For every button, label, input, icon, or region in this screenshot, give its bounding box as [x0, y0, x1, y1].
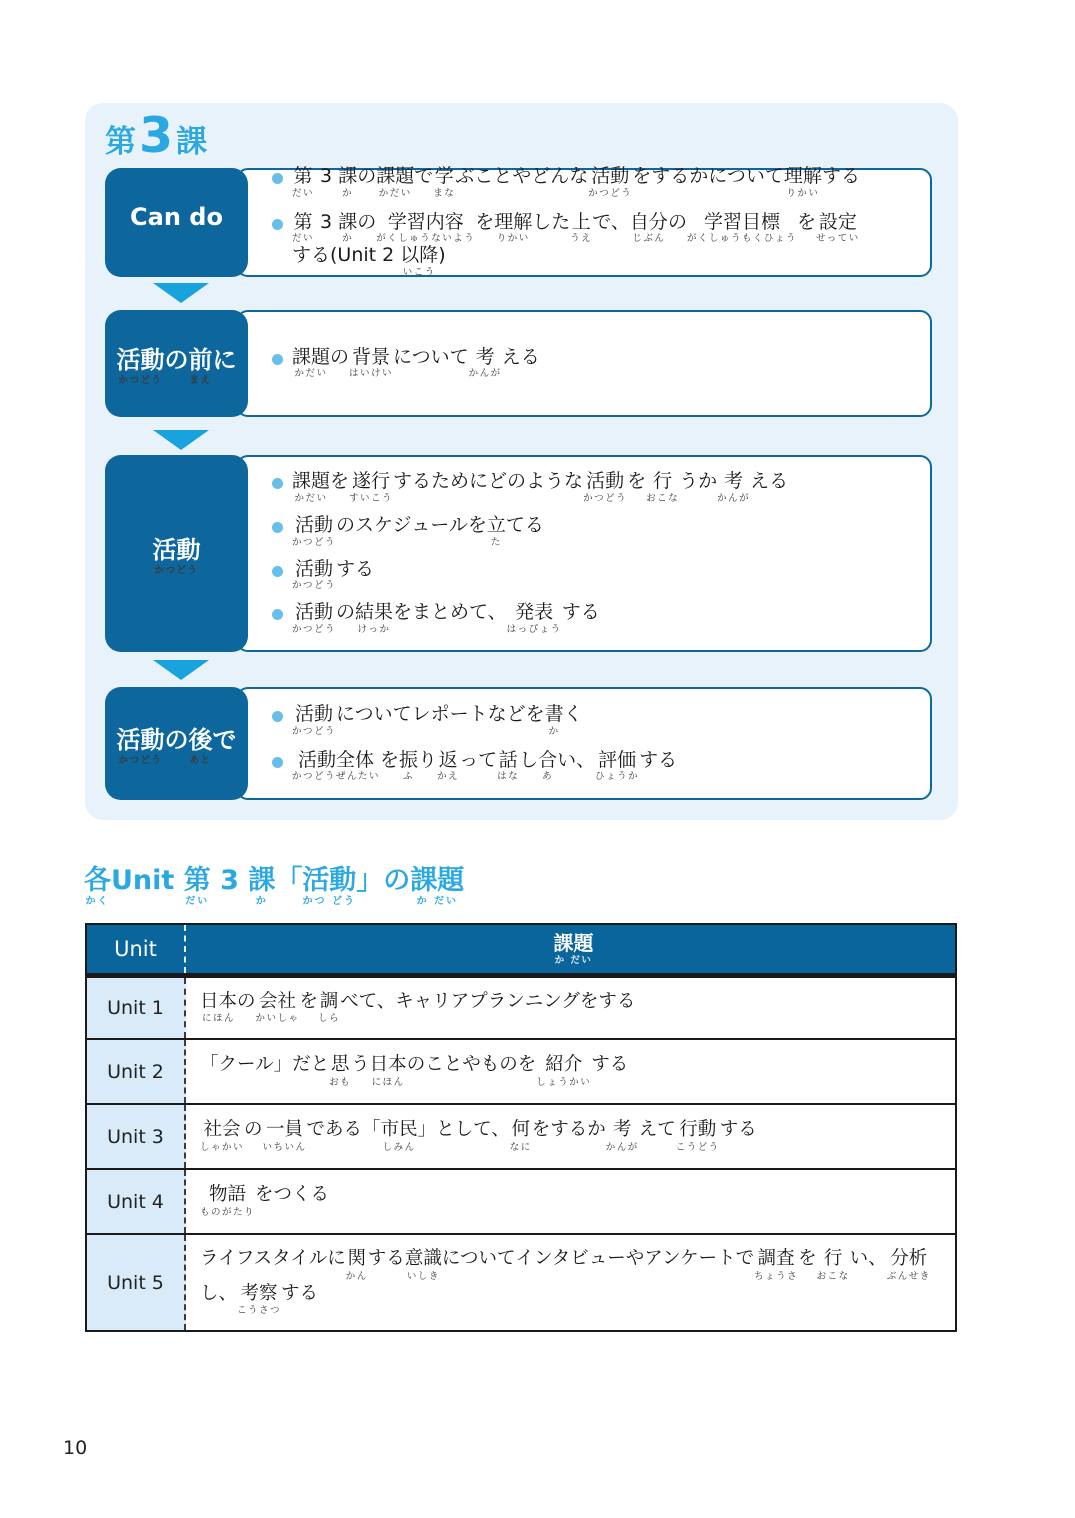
flow-step-label-can-do: Can do — [105, 168, 248, 277]
flow-row-can-do — [105, 164, 932, 279]
flow-row-after-activity — [105, 687, 932, 800]
table-row — [87, 1103, 955, 1168]
bullet-icon — [272, 566, 283, 577]
task-cell — [186, 1235, 955, 1330]
bullet-text: 活動全体 かつどうぜんたい を 振 ふ り 返 かえ って 話 はな し 合 あ い、 評価 ひょうか する — [292, 748, 678, 783]
bullet-text: 活動 かつどう についてレポートなどを 書 か く — [292, 702, 583, 737]
flow-content-activity — [236, 455, 932, 652]
lesson-flow-panel — [85, 103, 958, 820]
unit-cell: Unit 1 — [87, 978, 186, 1038]
flow-content-before-activity — [236, 310, 932, 417]
table-row — [87, 1233, 955, 1330]
task-cell — [186, 1105, 955, 1168]
bullet-icon — [272, 478, 283, 489]
bullet-text: 課題 かだい を 遂行 すいこう するためにどのような 活動 かつどう を 行 おこな うか 考 かんが える — [292, 469, 789, 504]
list-item — [272, 602, 920, 636]
task-cell — [186, 978, 955, 1038]
bullet-icon — [272, 522, 283, 533]
lesson-title-ka: 課 — [176, 124, 208, 160]
arrow-down-icon — [153, 660, 209, 680]
table-header-row — [87, 925, 955, 976]
lesson-title-dai: 第 — [105, 124, 136, 160]
bullet-icon — [272, 757, 283, 768]
bullet-text: 第 だい 3 課 か の 課題 かだい で 学 まな ぶことやどんな 活動 かつどう をするかについて 理解 りかい する — [292, 164, 860, 199]
table-row — [87, 976, 955, 1038]
list-item — [272, 515, 920, 549]
unit-task-table — [85, 923, 957, 1332]
table-row — [87, 1038, 955, 1103]
table-header-unit: Unit — [87, 925, 186, 973]
task-text: 物語 ものがたり をつくる — [200, 1184, 330, 1218]
list-item — [272, 559, 920, 593]
bullet-icon — [272, 173, 283, 184]
section-title: 各 かく Unit 第 だい 3 課 か 「 活動 かつ どう 」の 課題 か だい — [84, 865, 465, 907]
arrow-down-icon — [153, 283, 209, 303]
list-item — [272, 471, 920, 505]
flow-step-label-activity: 活動 かつどう — [105, 455, 248, 652]
flow-step-label-before-activity: 活動 かつどう の 前 まえ に — [105, 310, 248, 417]
table-row — [87, 1168, 955, 1233]
list-item — [272, 704, 920, 738]
lesson-title-number: 3 — [139, 107, 174, 164]
flow-row-activity — [105, 455, 932, 652]
bullet-text: 活動 かつどう のスケジュールを 立 た てる — [292, 513, 544, 548]
table-header-task-text: 課題 か だい — [553, 931, 594, 966]
task-text: ライフスタイルに 関 かん する 意識 いしき についてインタビューやアンケートで 調査 ちょうさ を 行 おこな い、 分析 ぶんせき し、 考察 こうさつ する — [200, 1248, 931, 1316]
list-item — [272, 750, 920, 784]
task-cell — [186, 1040, 955, 1103]
list-item — [272, 212, 920, 280]
unit-cell: Unit 5 — [87, 1235, 186, 1330]
bullet-icon — [272, 711, 283, 722]
unit-cell: Unit 4 — [87, 1170, 186, 1233]
bullet-icon — [272, 609, 283, 620]
task-text: 日本 にほん の 会社 かいしゃ を 調 しら べて、キャリアプランニングをする — [200, 990, 636, 1025]
bullet-text: 活動 かつどう する — [292, 557, 375, 592]
task-cell — [186, 1170, 955, 1233]
page-number: 10 — [63, 1437, 88, 1459]
arrow-down-icon — [153, 430, 209, 450]
task-text: 社会 しゃかい の 一員 いちいん である「 市民 しみん 」として、 何 なに をするか 考 かんが えて 行動 こうどう する — [200, 1119, 757, 1153]
unit-cell: Unit 2 — [87, 1040, 186, 1103]
table-header-task — [186, 925, 955, 973]
bullet-icon — [272, 354, 283, 365]
bullet-text: 課題 かだい の 背景 はいけい について 考 かんが える — [292, 345, 540, 380]
flow-content-after-activity — [236, 687, 932, 800]
task-text: 「クール」だと 思 おも う 日本 にほん のことやものを 紹介 しょうかい する — [200, 1054, 629, 1088]
list-item — [272, 166, 920, 200]
flow-step-label-after-activity: 活動 かつどう の 後 あと で — [105, 687, 248, 800]
bullet-text: 第 だい 3 課 か の 学習内容 がくしゅうないよう を 理解 りかい した 上 うえ で、 自分 じぶん の 学習目標 がくしゅうもくひょう を 設定 せってい する(Unit 2 以降 いこう ) — [292, 210, 860, 279]
flow-row-before-activity — [105, 310, 932, 417]
flow-content-can-do — [236, 164, 932, 279]
bullet-icon — [272, 219, 283, 230]
bullet-text: 活動 かつどう の 結果 けっか をまとめて、 発表 はっぴょう する — [292, 601, 600, 636]
unit-cell: Unit 3 — [87, 1105, 186, 1168]
lesson-title — [105, 107, 208, 164]
list-item — [272, 347, 920, 381]
